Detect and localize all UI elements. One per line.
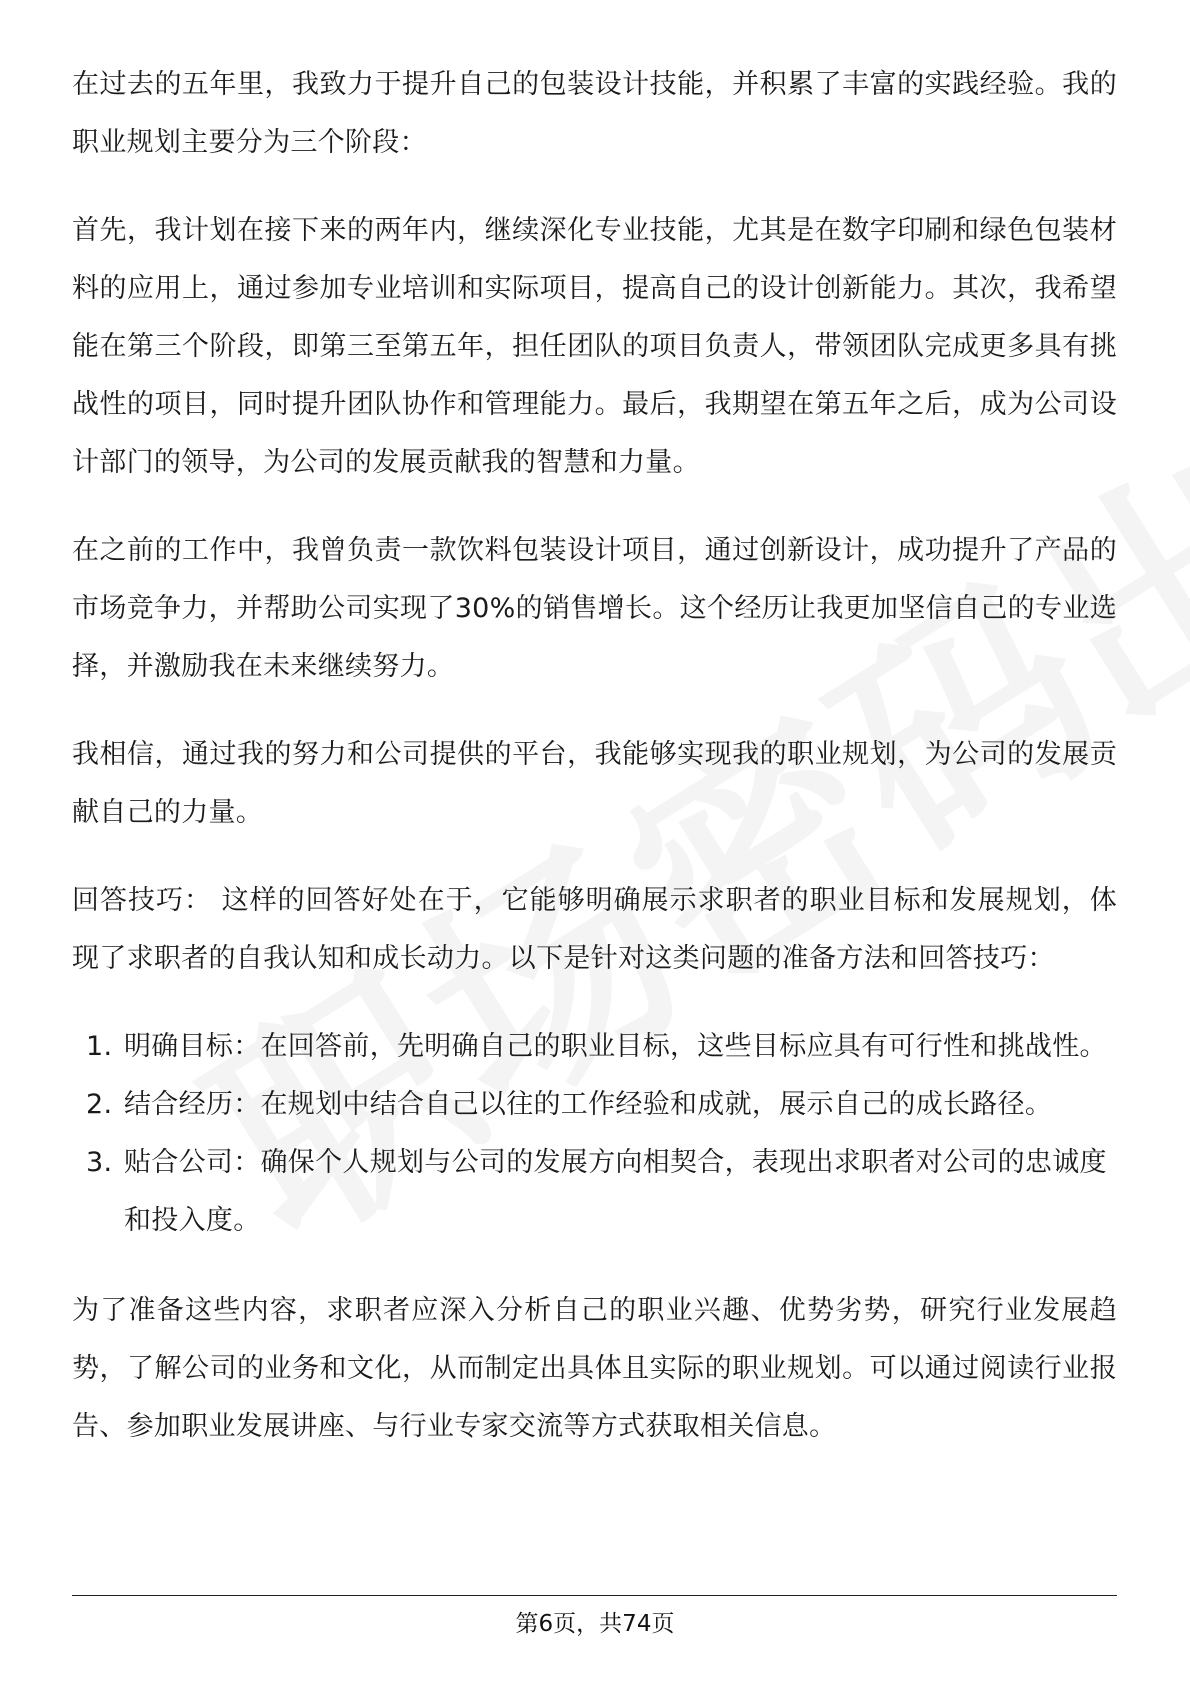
- list-item-text: 贴合公司：确保个人规划与公司的发展方向相契合，表现出求职者对公司的忠诚度和投入度。: [124, 1147, 1107, 1236]
- list-item: [72, 1134, 1117, 1250]
- list-item-number: 2.: [86, 1089, 113, 1120]
- paragraph-intro: 在过去的五年里，我致力于提升自己的包装设计技能，并积累了丰富的实践经验。我的职业规划主要分为三个阶段：: [72, 69, 1117, 158]
- paragraph-answer-tips: 回答技巧： 这样的回答好处在于，它能够明确展示求职者的职业目标和发展规划，体现了求职者的自我认知和成长动力。以下是针对这类问题的准备方法和回答技巧：: [72, 885, 1117, 974]
- list-item-number: 3.: [86, 1147, 113, 1178]
- tips-list: [72, 1018, 1117, 1250]
- list-item-text: 结合经历：在规划中结合自己以往的工作经验和成就，展示自己的成长路径。: [124, 1089, 1053, 1120]
- paragraph-preparation: 为了准备这些内容，求职者应深入分析自己的职业兴趣、优势劣势，研究行业发展趋势，了解公司的业务和文化，从而制定出具体且实际的职业规划。可以通过阅读行业报告、参加职业发展讲座、与行业专家交流等方式获取相关信息。: [72, 1295, 1117, 1442]
- list-item: [72, 1018, 1117, 1076]
- page-content: [72, 56, 1117, 1486]
- paragraph-belief: 我相信，通过我的努力和公司提供的平台，我能够实现我的职业规划，为公司的发展贡献自己的力量。: [72, 739, 1117, 828]
- list-item-number: 1.: [86, 1031, 113, 1062]
- footer-divider: [72, 1595, 1117, 1596]
- paragraph-past-experience: 在之前的工作中，我曾负责一款饮料包装设计项目，通过创新设计，成功提升了产品的市场竞争力，并帮助公司实现了30%的销售增长。这个经历让我更加坚信自己的专业选择，并激励我在未来继续努力。: [72, 535, 1117, 682]
- list-item: [72, 1076, 1117, 1134]
- paragraph-plan-stages: 首先，我计划在接下来的两年内，继续深化专业技能，尤其是在数字印刷和绿色包装材料的应用上，通过参加专业培训和实际项目，提高自己的设计创新能力。其次，我希望能在第三个阶段，即第三至第五年，担任团队的项目负责人，带领团队完成更多具有挑战性的项目，同时提升团队协作和管理能力。最后，我期望在第五年之后，成为公司设计部门的领导，为公司的发展贡献我的智慧和力量。: [72, 215, 1117, 478]
- page-number: 第6页，共74页: [515, 1611, 675, 1637]
- list-item-text: 明确目标：在回答前，先明确自己的职业目标，这些目标应具有可行性和挑战性。: [124, 1031, 1107, 1062]
